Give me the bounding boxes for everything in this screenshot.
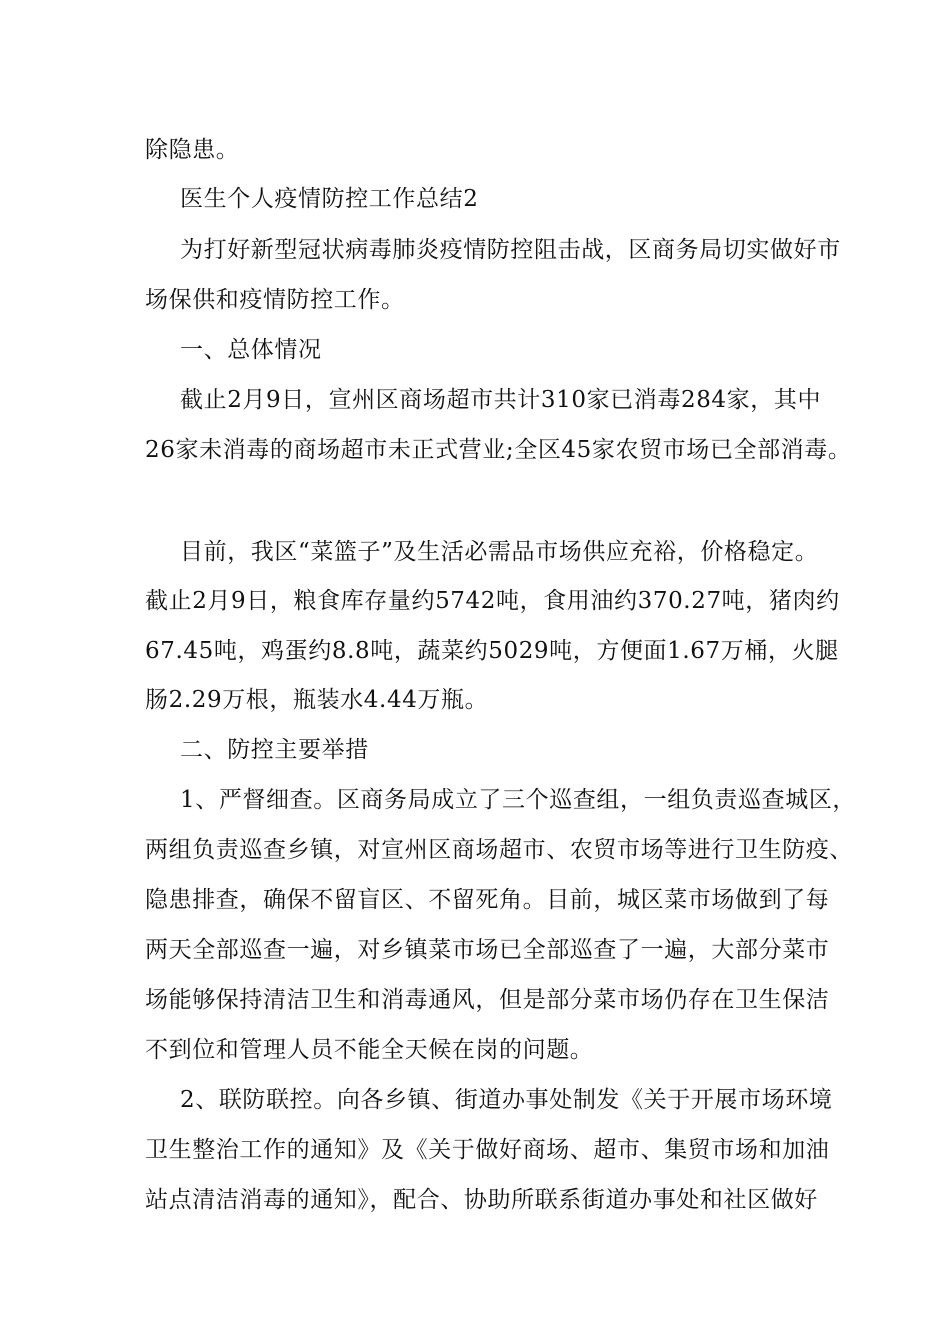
- text-line: 截止2月9日，宣州区商场超市共计310家已消毒284家，其中: [180, 387, 822, 413]
- text-line: 场能够保持清洁卫生和消毒通风，但是部分菜市场仍存在卫生保洁: [145, 987, 830, 1013]
- text-line: 站点清洁消毒的通知》，配合、协助所联系街道办事处和社区做好: [145, 1187, 818, 1213]
- text-line: 67.45吨，鸡蛋约8.8吨，蔬菜约5029吨，方便面1.67万桶，火腿: [145, 638, 839, 664]
- text-line: 截止2月9日，粮食库存量约5742吨，食用油约370.27吨，猪肉约: [145, 588, 840, 614]
- text-line: 除隐患。: [145, 137, 240, 163]
- text-line: 2、联防联控。向各乡镇、街道办事处制发《关于开展市场环境: [180, 1087, 833, 1113]
- text-line: 隐患排查，确保不留盲区、不留死角。目前，城区菜市场做到了每: [145, 887, 830, 913]
- text-line: 两天全部巡查一遍，对乡镇菜市场已全部巡查了一遍，大部分菜市: [145, 937, 830, 963]
- text-line: 目前，我区“菜篮子”及生活必需品市场供应充裕，价格稳定。: [180, 539, 819, 565]
- section-heading: 二、防控主要举措: [180, 737, 369, 763]
- section-title: 医生个人疫情防控工作总结2: [180, 186, 479, 212]
- text-line: 场保供和疫情防控工作。: [145, 287, 405, 313]
- text-line: 两组负责巡查乡镇，对宣州区商场超市、农贸市场等进行卫生防疫、: [145, 837, 853, 863]
- text-line: 肠2.29万根，瓶装水4.44万瓶。: [145, 687, 489, 713]
- text-line: 不到位和管理人员不能全天候在岗的问题。: [145, 1037, 594, 1063]
- text-line: 为打好新型冠状病毒肺炎疫情防控阻击战，区商务局切实做好市: [180, 237, 841, 263]
- text-line: 卫生整治工作的通知》及《关于做好商场、超市、集贸市场和加油: [145, 1137, 830, 1163]
- text-line: 1、严督细查。区商务局成立了三个巡查组，一组负责巡查城区，: [180, 787, 857, 813]
- text-line: 26家未消毒的商场超市未正式营业;全区45家农贸市场已全部消毒。: [145, 437, 852, 463]
- section-heading: 一、总体情况: [180, 337, 322, 363]
